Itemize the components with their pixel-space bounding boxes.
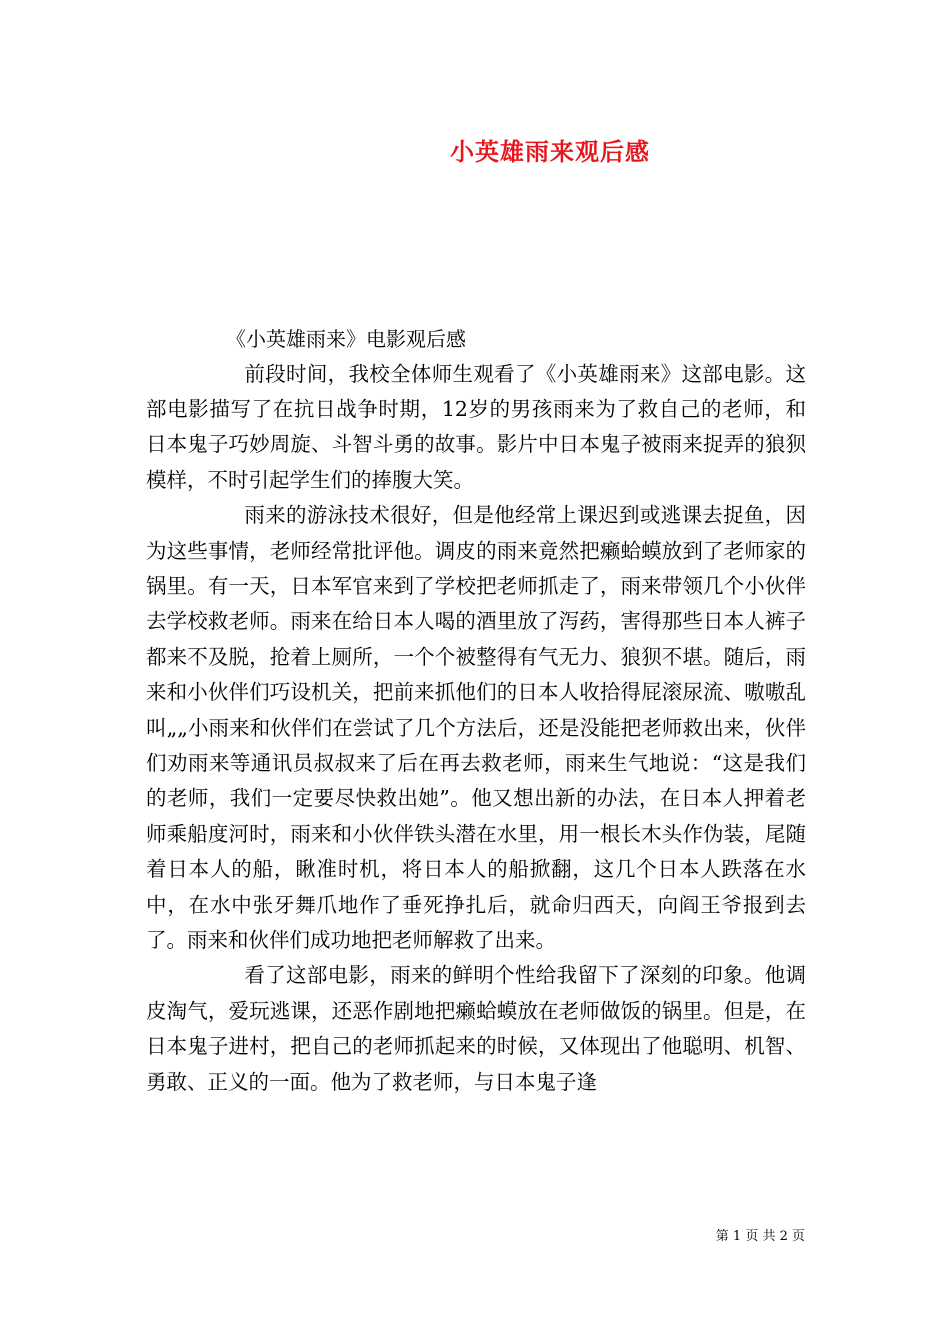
document-title: 小英雄雨来观后感	[450, 137, 650, 166]
paragraph-2: 雨来的游泳技术很好，但是他经常上课迟到或逃课去捉鱼，因为这些事情，老师经常批评他。调皮的雨来竟然把癞蛤蟆放到了老师家的锅里。有一天，日本军官来到了学校把老师抓走了，雨来带领几个小伙伴去学校救老师。雨来在给日本人喝的酒里放了泻药，害得那些日本人裤子都来不及脱，抢着上厕所，一个个被整得有气无力、狼狈不堪。随后，雨来和小伙伴们巧设机关，把前来抓他们的日本人收拾得屁滚尿流、嗷嗷乱叫„„小雨来和伙伴们在尝试了几个方法后，还是没能把老师救出来，伙伴们劝雨来等通讯员叔叔来了后在再去救老师，雨来生气地说：“这是我们的老师，我们一定要尽快救出她”。他又想出新的办法，在日本人押着老师乘船度河时，雨来和小伙伴铁头潜在水里，用一根长木头作伪装，尾随着日本人的船，瞅准时机，将日本人的船掀翻，这几个日本人跌落在水中，在水中张牙舞爪地作了垂死挣扎后，就命归西天，向阎王爷报到去了。雨来和伙伴们成功地把老师解救了出来。	[146, 503, 806, 952]
paragraph-3: 看了这部电影，雨来的鲜明个性给我留下了深刻的印象。他调皮淘气，爱玩逃课，还恶作剧地把癞蛤蟆放在老师做饭的锅里。但是，在日本鬼子进村，把自己的老师抓起来的时候，又体现出了他聪明、机智、勇敢、正义的一面。他为了救老师，与日本鬼子逢	[146, 963, 806, 1094]
document-body	[146, 322, 806, 1100]
page-footer: 第 1 页 共 2 页	[715, 1229, 805, 1244]
paragraph-1: 前段时间，我校全体师生观看了《小英雄雨来》这部电影。这部电影描写了在抗日战争时期，12岁的男孩雨来为了救自己的老师，和日本鬼子巧妙周旋、斗智斗勇的故事。影片中日本鬼子被雨来捉弄的狼狈模样，不时引起学生们的捧腹大笑。	[146, 361, 806, 492]
document-subtitle: 《小英雄雨来》电影观后感	[226, 327, 466, 351]
